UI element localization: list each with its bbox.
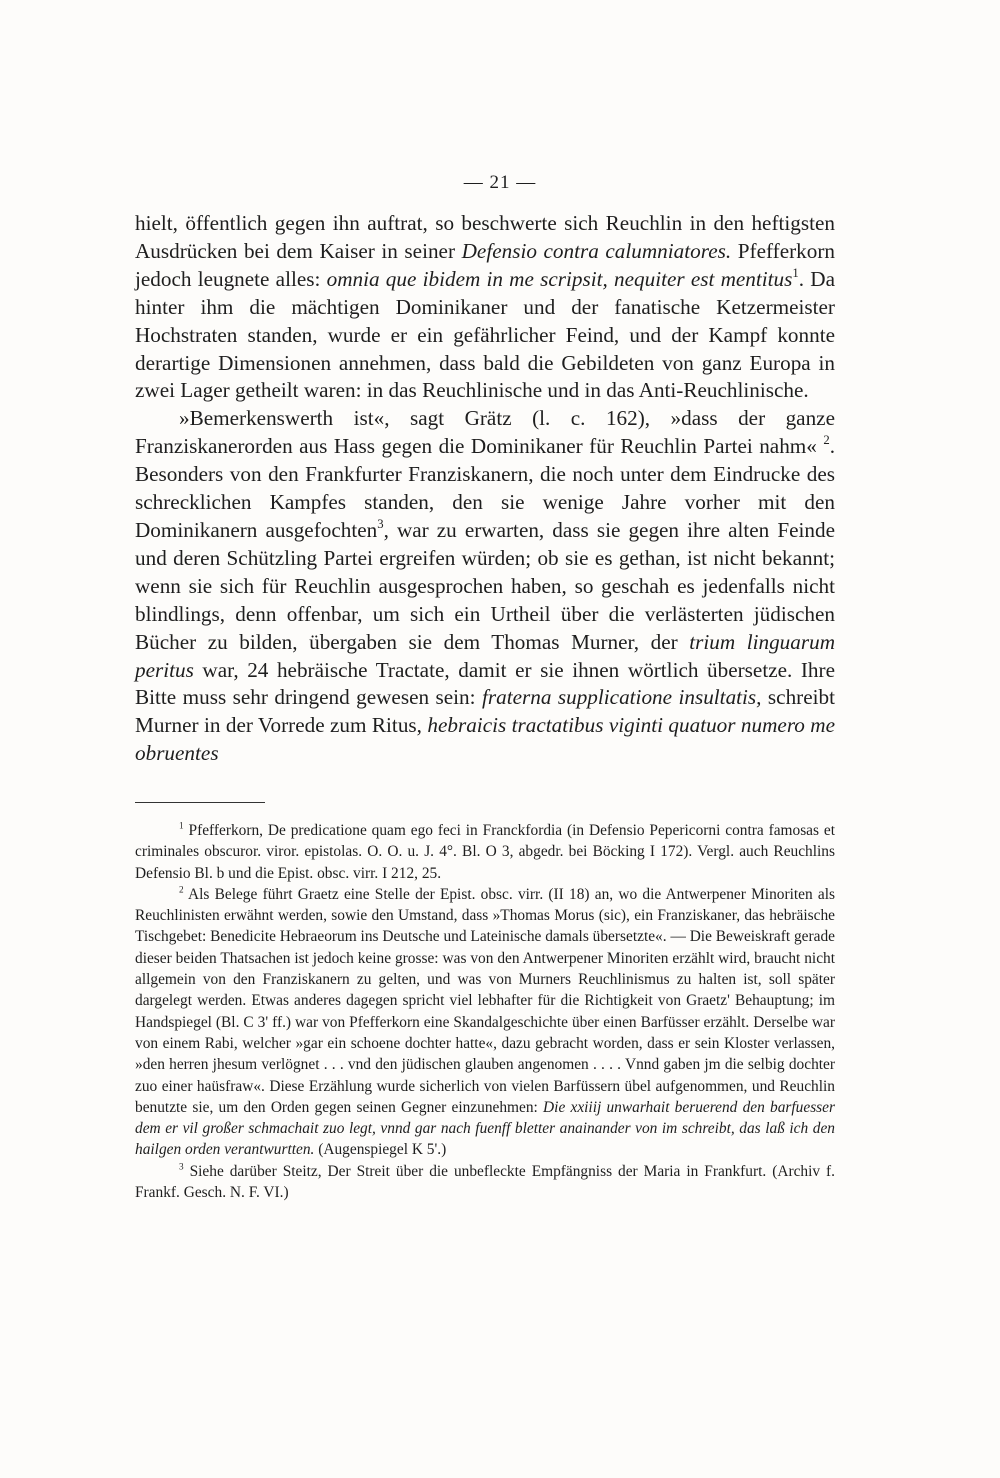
footnote-ref-3: 3 xyxy=(377,517,384,532)
text-run: hielt, öffentlich gegen ihn auftrat, so beschwerte sich Reuchlin in den heftigsten Ausdrücken bei dem Kaiser in seiner xyxy=(135,211,835,263)
italic-quote: omnia que ibidem in me scripsit, nequiter est mentitus xyxy=(326,266,793,291)
text-run: war, 24 hebräische Tractate, damit er sie ihnen wörtlich übersetze. Ihre Bitte muss sehr dringend gewesen sein: xyxy=(135,657,835,710)
italic-quote: hebraicis tractatibus viginti quatuor numero me obruentes xyxy=(135,713,835,766)
text-run: . Da hinter ihm die mächtigen Dominikaner und der fanatische Ketzermeister Hochstraten standen, wurde er ein gefährlicher Feind, und der Kampf konnte derartige Dimensionen annehmen, dass bald die Gebildeten von ganz Europa in zwei Lager getheilt waren: in das Reuchlinische und in das Anti-Reuchlinische. xyxy=(135,266,835,403)
footnote-ref-1: 1 xyxy=(792,265,799,280)
text-run: schreibt Murner in der Vorrede zum Ritus, xyxy=(135,685,835,738)
paragraph-1 xyxy=(135,210,835,405)
footnote-text: Pfefferkorn, De predicatione quam ego feci in Franckfordia (in Defensio Pepericorni contra famosas et criminales obscuror. viror. epistolas. O. O. u. J. 4°. Bl. O 3, abgedr. bei Böcking I 172). Vergl. auch Reuchlins Defensio Bl. b und die Epist. obsc. virr. I 212, 25. xyxy=(135,822,835,882)
italic-quote: fraterna supplicatione insultatis, xyxy=(481,685,762,710)
italic-title: Defensio contra calumniatores. xyxy=(461,238,732,263)
text-run: Pfefferkorn jedoch leugnete alles: xyxy=(135,238,836,291)
footnotes xyxy=(135,820,835,1203)
footnote-number: 3 xyxy=(179,1161,184,1172)
footnote-3 xyxy=(135,1161,835,1204)
footnote-text: Als Belege führt Graetz eine Stelle der Epist. obsc. virr. (II 18) an, wo die Antwerpener Minoriten als Reuchlinisten erwähnt werden, sowie den Umstand, dass »Thomas Morus (sic), ein Franziskaner, das hebräische Tischgebet: Benedicite Hebraeorum ins Deutsche und Lateinische damals übersetzte«. — Die Beweiskraft gerade dieser beiden Thatsachen ist jedoch keine grosse: was von den Antwerpener Minoriten erzählt wird, braucht nicht allgemein von den Franziskanern zu gelten, und was von Murners Reuchlinismus zu halten ist, soll später dargelegt werden. Etwas anderes dagegen spricht viel lebhafter für die Richtigkeit von Graetz' Behauptung; im Handspiegel (Bl. C 3' ff.) war von Pfefferkorn eine Skandalgeschichte über einen Barfüsser erzählt. Derselbe war von einem Rabi, welcher »gar ein schoene dochter hatte«, dazu gebracht worden, dass er sein Kloster verlassen, »den herren jhesum verlögnet . . . vnd den jüdischen glauben angenomen . . . . Vnnd gaben jm die selbig dochter zuo einer haüsfraw«. Diese Erzählung wurde sicherlich von vielen Barfüssern übel aufgenommen, und Reuchlin benutzte sie, um den Orden gegen seinen Gegner einzunehmen: xyxy=(135,885,835,1116)
footnote-text: Siehe darüber Steitz, Der Streit über die unbefleckte Empfängniss der Maria in Frankfurt. (Archiv f. Frankf. Gesch. N. F. VI.) xyxy=(135,1162,835,1202)
page-number: — 21 — xyxy=(463,172,537,193)
footnote-number: 2 xyxy=(179,884,184,895)
main-text xyxy=(135,210,835,768)
text-run: . Besonders von den Frankfurter Franziskanern, die noch unter dem Eindrucke des schrecklichen Kampfes standen, den sie wenige Jahre vorher mit den Dominikanern ausgefochten xyxy=(135,434,835,542)
footnote-2 xyxy=(135,884,835,1161)
footnote-1 xyxy=(135,820,835,884)
italic-phrase: trium linguarum peritus xyxy=(135,629,835,682)
paragraph-2 xyxy=(135,405,835,768)
footnote-ref-2: 2 xyxy=(823,433,830,448)
footnote-italic-quote: Die xxiiij unwarhait beruerend den barfuesser dem er vil großer schmachait zuo legt, vnnd gar nach fuenff bletter anainander von im schreibt, das laß ich den hailgen orden verantwurtten. xyxy=(135,1098,835,1159)
footnote-text: (Augenspiegel K 5'.) xyxy=(314,1141,447,1159)
text-run: , war zu erwarten, dass sie gegen ihre alten Feinde und deren Schützling Partei ergreifen würden; ob sie es gethan, ist nicht bekannt; wenn sie sich für Reuchlin ausgesprochen haben, so geschah es jedenfalls nicht blindlings, denn offenbar, um sich ein Urtheil über die verlästerten jüdischen Bücher zu bilden, übergaben sie dem Thomas Murner, der xyxy=(135,517,835,654)
text-run: »Bemerkenswerth ist«, sagt Grätz (l. c. 162), »dass der ganze Franziskanerorden aus Hass gegen die Dominikaner für Reuchlin Partei nahm« xyxy=(135,406,835,459)
footnote-number: 1 xyxy=(179,820,184,831)
footnote-separator xyxy=(135,802,265,803)
